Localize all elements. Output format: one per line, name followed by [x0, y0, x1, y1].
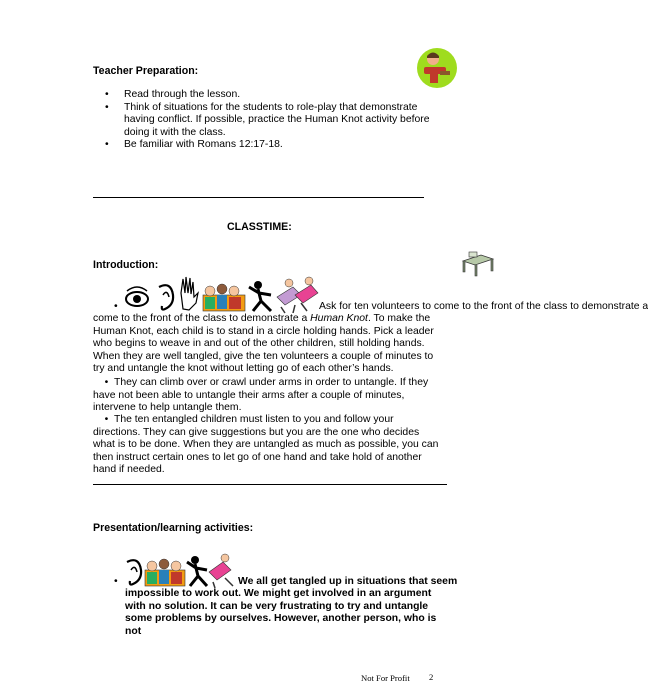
intro-paragraph-2 — [93, 377, 442, 415]
human-knot-emphasis: Human Knot — [310, 313, 368, 324]
ear-icon — [127, 560, 141, 584]
eye-icon — [126, 287, 148, 306]
kids-group-icon — [203, 284, 245, 311]
intro-p2-text: They can climb over or crawl under arms in order to untangle. If they have not been able to untangle their arms after a couple of minutes, intervene to help untangle them. — [93, 377, 429, 414]
hand-icon — [181, 277, 198, 310]
divider — [93, 197, 424, 198]
kids-playing-icon — [277, 277, 318, 313]
classtime-heading: CLASSTIME: — [227, 221, 292, 233]
stretching-kid-icon — [249, 281, 271, 311]
presentation-p1-lead: We all get tangled up in situations that seem — [238, 576, 458, 587]
presentation-p1-rest: impossible to work out. We might get involved in an argument with no solution. It can be very frustrating to try and untangle some problems by ourselves. However, another person, who is not — [125, 588, 437, 637]
list-item: • Think of situations for the students to role-play that demonstrate having conflict. If possible, practice the Human Knot activity before doing it with the class. — [93, 102, 433, 140]
bullet: • — [114, 576, 118, 587]
list-item: • Be familiar with Romans 12:17-18. — [93, 139, 433, 152]
intro-p1-rest: . To make the Human Knot, each child is to stand in a circle holding hands. Pick a leader who begins to weave in and out of the other children, still holding hands. When they are well tangled, give the ten volunteers a couple of minutes to try and untangle the knot without letting go of each other’s hands. — [93, 313, 434, 375]
activity-icons — [125, 273, 318, 313]
list-item: • Read through the lesson. — [93, 89, 433, 102]
bullet: • — [104, 414, 114, 425]
intro-p3-text: The ten entangled children must listen to you and follow your directions. They can give suggestions but you are the one who decides what is to be done. When they are untangled as much as possible, you can then instruct certain ones to let go of one hand and take hold of another hand if needed. — [93, 414, 439, 476]
ear-icon — [159, 285, 173, 309]
bullet: • — [104, 377, 114, 388]
introduction-heading: Introduction: — [93, 259, 159, 271]
kids-playing-icon — [209, 554, 233, 588]
page-number: 2 — [429, 672, 434, 682]
bullet: • — [114, 301, 118, 312]
footer-text: Not For Profit — [361, 673, 410, 683]
presentation-heading: Presentation/learning activities: — [93, 522, 254, 534]
intro-paragraph-3 — [93, 414, 442, 477]
intro-p1-continued: come to the front of the class to demonstrate a — [93, 313, 311, 324]
teacher-icon — [416, 47, 458, 89]
teacher-prep-list — [93, 89, 433, 152]
divider — [93, 484, 447, 485]
presentation-icons — [125, 550, 237, 588]
teacher-prep-heading: Teacher Preparation: — [93, 65, 199, 77]
presentation-paragraph-1-body — [125, 588, 441, 638]
kids-group-icon — [145, 559, 185, 586]
intro-paragraph-1-body — [93, 313, 442, 376]
desk-icon — [461, 251, 495, 279]
stretching-kid-icon — [187, 556, 207, 586]
intro-paragraph-1 — [93, 271, 648, 313]
intro-p1-lead: Ask for ten volunteers to come to the front of the class to demonstrate a — [319, 301, 648, 312]
presentation-paragraph-1 — [93, 550, 458, 588]
